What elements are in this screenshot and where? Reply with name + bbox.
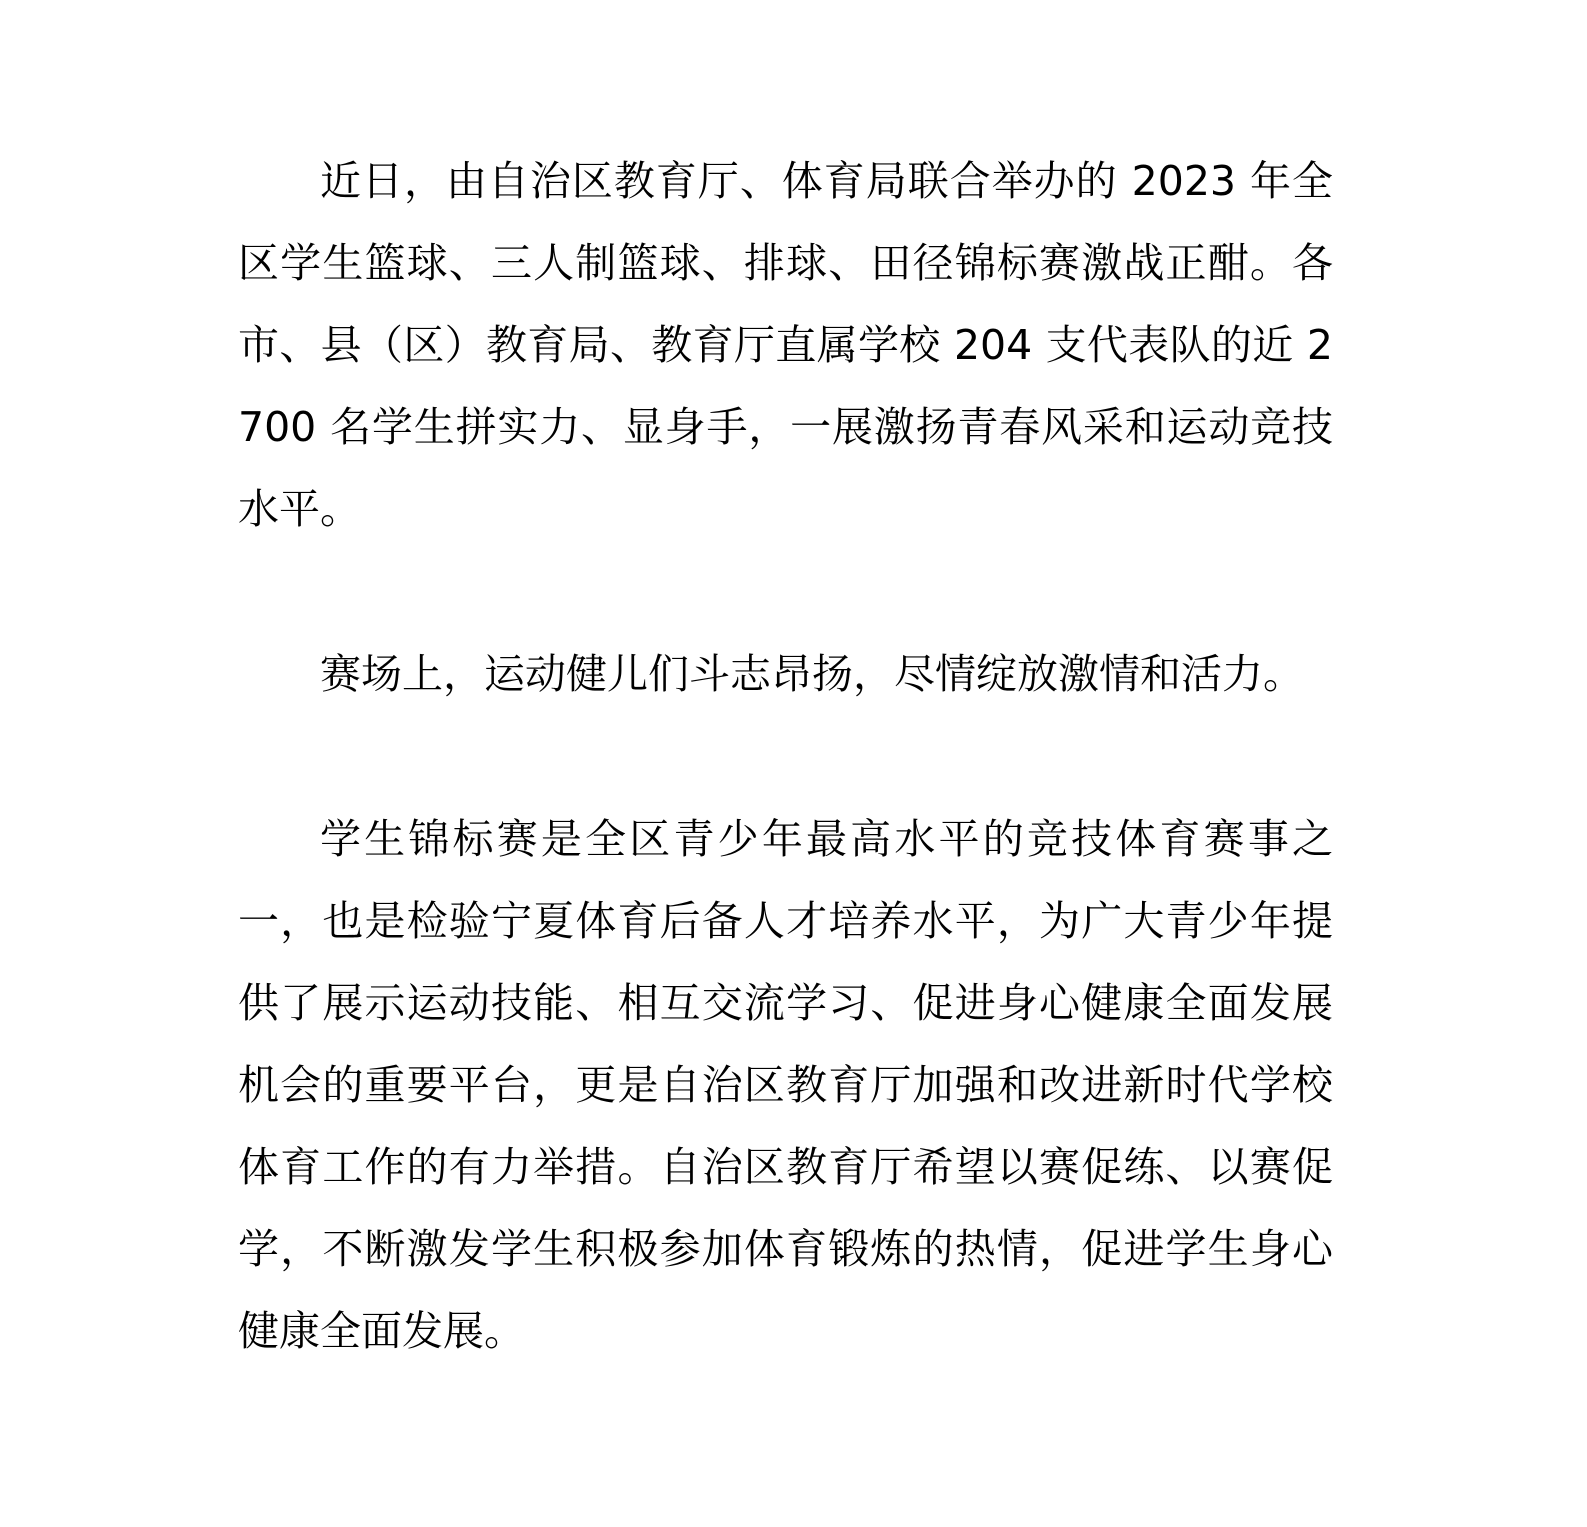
paragraph-significance: 学生锦标赛是全区青少年最高水平的竞技体育赛事之一，也是检验宁夏体育后备人才培养水平，为广大青少年提供了展示运动技能、相互交流学习、促进身心健康全面发展机会的重要平台，更是自治区教育厅加强和改进新时代学校体育工作的有力举措。自治区教育厅希望以赛促练、以赛促学，不断激发学生积极参加体育锻炼的热情，促进学生身心健康全面发展。 bbox=[238, 815, 1333, 1355]
paragraph-intro: 近日，由自治区教育厅、体育局联合举办的 2023 年全区学生篮球、三人制篮球、排球、田径锦标赛激战正酣。各市、县（区）教育局、教育厅直属学校 204 支代表队的近 2700 名学生拼实力、显身手，一展激扬青春风采和运动竞技水平。 bbox=[238, 157, 1333, 533]
paragraph-arena: 赛场上，运动健儿们斗志昂扬，尽情绽放激情和活力。 bbox=[320, 650, 1304, 698]
